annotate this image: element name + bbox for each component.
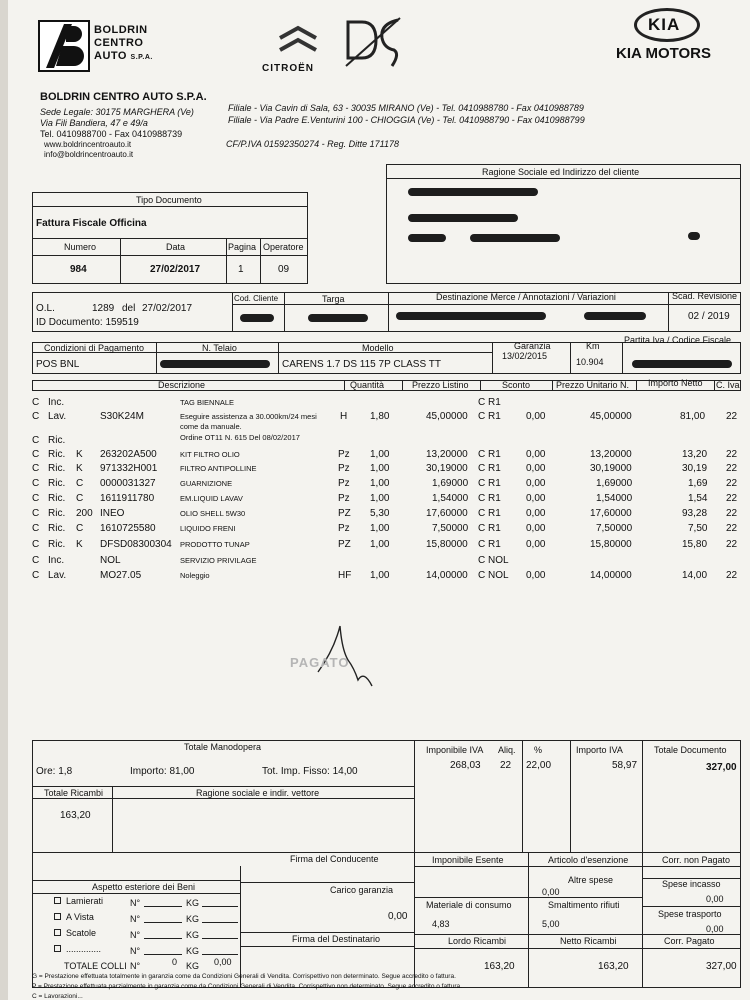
table-row: C Ric. (32, 435, 66, 446)
kia-motors-text: KIA MOTORS (616, 45, 712, 62)
materiale-consumo-label: Materiale di consumo (426, 900, 512, 910)
scad-revisione-value: 02 / 2019 (688, 311, 730, 322)
company-email: info@boldrincentroauto.it (44, 150, 134, 159)
client-box (386, 164, 741, 284)
boldrin-logo (38, 20, 178, 74)
spese-incasso-value: 0,00 (706, 894, 724, 904)
pct-value: 22,00 (526, 760, 552, 771)
redacted-piva (632, 360, 732, 368)
lamierati-checkbox[interactable] (54, 897, 61, 904)
scad-revisione-label: Scad. Revisione (672, 291, 738, 301)
telaio-label: N. Telaio (202, 343, 237, 353)
col-sconto: Sconto (502, 380, 531, 390)
ds-logo (342, 14, 406, 74)
materiale-consumo-value: 4,83 (432, 919, 450, 929)
redacted-client-address (408, 214, 518, 222)
totale-documento-label: Totale Documento (654, 745, 727, 755)
footnote-c: C = Lavorazioni... (32, 993, 83, 1000)
n-label-1: N° (130, 898, 141, 908)
cond-pagamento-label: Condizioni di Pagamento (44, 343, 145, 353)
totale-colli-label: TOTALE COLLI (64, 961, 127, 971)
totale-documento-value: 327,00 (706, 762, 737, 773)
n-label-2: N° (130, 914, 141, 924)
vettore-label: Ragione sociale e indir. vettore (196, 788, 320, 798)
corr-pagato-value: 327,00 (706, 961, 737, 972)
spese-trasporto-value: 0,00 (706, 924, 724, 934)
table-row: C Inc. TAG BIENNALE C R1 (32, 397, 501, 408)
netto-ricambi-value: 163,20 (598, 961, 629, 972)
kia-badge-text: KIA (648, 15, 681, 34)
data-value: 27/02/2017 (150, 264, 201, 275)
netto-ricambi-label: Netto Ricambi (560, 936, 617, 946)
tipo-doc-value: Fattura Fiscale Officina (36, 218, 147, 229)
table-row: C Ric. C 1611911780 EM.LIQUID LAVAV Pz 1,00 1,54000 C R1 0,00 1,54000 1,54 22 (32, 493, 738, 504)
col-prezzo-listino: Prezzo Listino (412, 380, 469, 390)
table-row: Ordine OT11 N. 615 Del 08/02/2017 (180, 433, 300, 442)
cod-cliente-label: Cod. Cliente (234, 294, 279, 303)
redacted-client-prov (688, 232, 700, 240)
carico-garanzia-label: Carico garanzia (330, 885, 394, 895)
boldrin-logo-text: BOLDRIN CENTRO AUTO S.P.A. (94, 24, 153, 62)
pagato-stamp: PAGATO (290, 655, 350, 670)
aliq-value: 22 (500, 760, 512, 771)
col-importo-netto: Importo Netto (648, 378, 703, 388)
citroen-logo-text: CITROËN (262, 63, 314, 74)
company-sede: Sede Legale: 30175 MARGHERA (Ve) (40, 107, 194, 117)
col-c-iva: C. Iva (716, 380, 740, 390)
lamierati-label: Lamierati (66, 896, 104, 906)
id-documento: ID Documento: 159519 (36, 317, 139, 328)
company-tel: Tel. 0410988700 - Fax 0410988739 (40, 129, 183, 139)
ds-logo-icon (342, 14, 404, 72)
company-cf: CF/P.IVA 01592350274 - Reg. Ditte 171178 (226, 139, 399, 149)
redacted-client-city (408, 234, 446, 242)
kg-label-4: KG (186, 946, 200, 956)
scatole-checkbox[interactable] (54, 929, 61, 936)
n-label-3: N° (130, 930, 141, 940)
table-row: C Ric. K 971332H001 FILTRO ANTIPOLLINE Pz 1,00 30,19000 C R1 0,00 30,19000 30,19 22 (32, 463, 738, 474)
client-box-header: Ragione Sociale ed Indirizzo del cliente (482, 167, 640, 177)
ol-number: 1289 (92, 303, 115, 314)
filiale-mirano: Filiale - Via Cavin di Sala, 63 - 30035 MIRANO (Ve) - Tel. 0410988780 - Fax 0410988789 (228, 103, 584, 113)
company-via: Via Fili Bandiera, 47 e 49/a (40, 118, 148, 128)
articolo-esenzione-label: Articolo d'esenzione (548, 855, 629, 865)
importo-value: Importo: 81,00 (130, 766, 195, 777)
redacted-cod-cliente (240, 314, 274, 322)
lordo-ricambi-label: Lordo Ricambi (448, 936, 507, 946)
smaltimento-label: Smaltimento rifiuti (548, 900, 620, 910)
table-row: C Ric. K 263202A500 KIT FILTRO OLIO Pz 1,00 13,20000 C R1 0,00 13,20000 13,20 22 (32, 449, 738, 460)
redacted-targa (308, 314, 368, 322)
table-header (32, 380, 741, 391)
altre-spese-label: Altre spese (568, 875, 614, 885)
totale-ricambi-value: 163,20 (60, 810, 91, 821)
firma-conducente-label: Firma del Conducente (290, 854, 379, 864)
redacted-destinazione-2 (584, 312, 646, 320)
invoice-page (8, 0, 750, 1000)
table-row: C Inc. NOL SERVIZIO PRIVILAGE C NOL (32, 555, 509, 566)
totale-colli-kg-value: 0,00 (214, 957, 232, 967)
piva-label: Partita Iva / Codice Fiscale (624, 335, 732, 345)
smaltimento-value: 5,00 (542, 919, 560, 929)
pagina-value: 1 (238, 264, 244, 275)
company-web: www.boldrincentroauto.it (44, 140, 132, 149)
aspetto-beni-label: Aspetto esteriore dei Beni (92, 882, 196, 892)
ol-del: del (122, 303, 136, 314)
firma-destinatario-label: Firma del Destinatario (292, 934, 381, 944)
a-vista-label: A Vista (66, 912, 94, 922)
km-value: 10.904 (576, 357, 604, 367)
pct-label: % (534, 745, 543, 755)
spese-incasso-label: Spese incasso (662, 879, 721, 889)
table-row: C Ric. C 0000031327 GUARNIZIONE Pz 1,00 1,69000 C R1 0,00 1,69000 1,69 22 (32, 478, 738, 489)
totale-colli-kg-label: KG (186, 961, 200, 971)
spese-trasporto-label: Spese trasporto (658, 909, 722, 919)
company-name: BOLDRIN CENTRO AUTO S.P.A. (40, 91, 207, 103)
other-dots: .............. (66, 944, 102, 954)
operatore-label: Operatore (263, 242, 304, 252)
imponibile-iva-value: 268,03 (450, 760, 481, 771)
table-row: C Ric. C 1610725580 LIQUIDO FRENI Pz 1,00 7,50000 C R1 0,00 7,50000 7,50 22 (32, 523, 738, 534)
carico-garanzia-value: 0,00 (388, 911, 408, 922)
citroen-logo (258, 24, 338, 76)
garanzia-value: 13/02/2015 (502, 351, 548, 361)
totale-manodopera-label: Totale Manodopera (184, 742, 262, 752)
importo-iva-label: Importo IVA (576, 745, 623, 755)
operatore-value: 09 (278, 264, 290, 275)
table-row: C Lav. MO27.05 Noleggio HF 1,00 14,00000 C NOL 0,00 14,00000 14,00 22 (32, 570, 738, 581)
redacted-client-name (408, 188, 538, 196)
garanzia-label: Garanzia (514, 341, 551, 351)
citroen-chevrons-icon (276, 24, 320, 54)
table-row: C Ric. K DFSD08300304 PRODOTTO TUNAP PZ 1,00 15,80000 C R1 0,00 15,80000 15,80 22 (32, 539, 738, 550)
other-checkbox[interactable] (54, 945, 61, 952)
redacted-client-city-2 (470, 234, 560, 242)
scatole-label: Scatole (66, 928, 97, 938)
totale-ricambi-label: Totale Ricambi (44, 788, 104, 798)
pagina-label: Pagina (228, 242, 257, 252)
totale-colli-n-value: 0 (172, 957, 178, 967)
redacted-telaio (160, 360, 270, 368)
table-row: C Lav. S30K24M Eseguire assistenza a 30.000km/24 mesi H 1,80 45,00000 C R1 0,00 45,00000 81,00 22 (32, 411, 738, 422)
lordo-ricambi-value: 163,20 (484, 961, 515, 972)
km-label: Km (586, 341, 600, 351)
corr-non-pagato-label: Corr. non Pagato (662, 855, 731, 865)
a-vista-checkbox[interactable] (54, 913, 61, 920)
totale-colli-n-label: N° (130, 961, 141, 971)
table-row: C Ric. 200 INEO OLIO SHELL 5W30 PZ 5,30 17,60000 C R1 0,00 17,60000 93,28 22 (32, 508, 738, 519)
cond-pagamento-value: POS BNL (36, 359, 80, 370)
n-label-4: N° (130, 946, 141, 956)
tot-imp-fisso: Tot. Imp. Fisso: 14,00 (262, 766, 358, 777)
destinazione-label: Destinazione Merce / Annotazioni / Variazioni (436, 292, 616, 302)
corr-pagato-label: Corr. Pagato (664, 936, 715, 946)
col-quantita: Quantità (350, 380, 385, 390)
aliq-label: Aliq. (498, 745, 516, 755)
footnote-p: P = Prestazione effettuata parzialmente in garanzia come da Condizioni Generali di Vendita. Corrispettivo non determinato. Segue accredito o fattura. (32, 983, 462, 990)
kg-label-1: KG (186, 898, 200, 908)
redacted-destinazione (396, 312, 546, 320)
modello-value: CARENS 1.7 DS 115 7P CLASS TT (282, 359, 441, 370)
kg-label-2: KG (186, 914, 200, 924)
col-descrizione: Descrizione (158, 380, 206, 390)
filiale-chioggia: Filiale - Via Padre E.Venturini 100 - CHIOGGIA (Ve) - Tel. 0410988790 - Fax 0410988799 (228, 115, 585, 125)
ore-value: Ore: 1,8 (36, 766, 73, 777)
boldrin-logo-icon (38, 20, 90, 72)
targa-label: Targa (322, 294, 345, 304)
tipo-doc-label: Tipo Documento (136, 195, 202, 205)
imponibile-iva-label: Imponibile IVA (426, 745, 484, 755)
altre-spese-value: 0,00 (542, 887, 560, 897)
ol-date: 27/02/2017 (142, 303, 193, 314)
numero-value: 984 (70, 264, 87, 275)
footnote-g: G = Prestazione effettuata totalmente in garanzia come da Condizioni Generali di Vendita. Corrispettivo non determinato. Segue accredito o fattura. (32, 973, 456, 980)
data-label: Data (166, 242, 186, 252)
kia-logo (608, 8, 728, 68)
modello-label: Modello (362, 343, 394, 353)
col-prezzo-unitario: Prezzo Unitario N. (556, 380, 630, 390)
kg-label-3: KG (186, 930, 200, 940)
importo-iva-value: 58,97 (612, 760, 638, 771)
imponibile-esente-label: Imponibile Esente (432, 855, 504, 865)
ol-label: O.L. (36, 303, 55, 314)
table-row-continuation: come da manuale. (180, 422, 242, 431)
numero-label: Numero (64, 242, 97, 252)
